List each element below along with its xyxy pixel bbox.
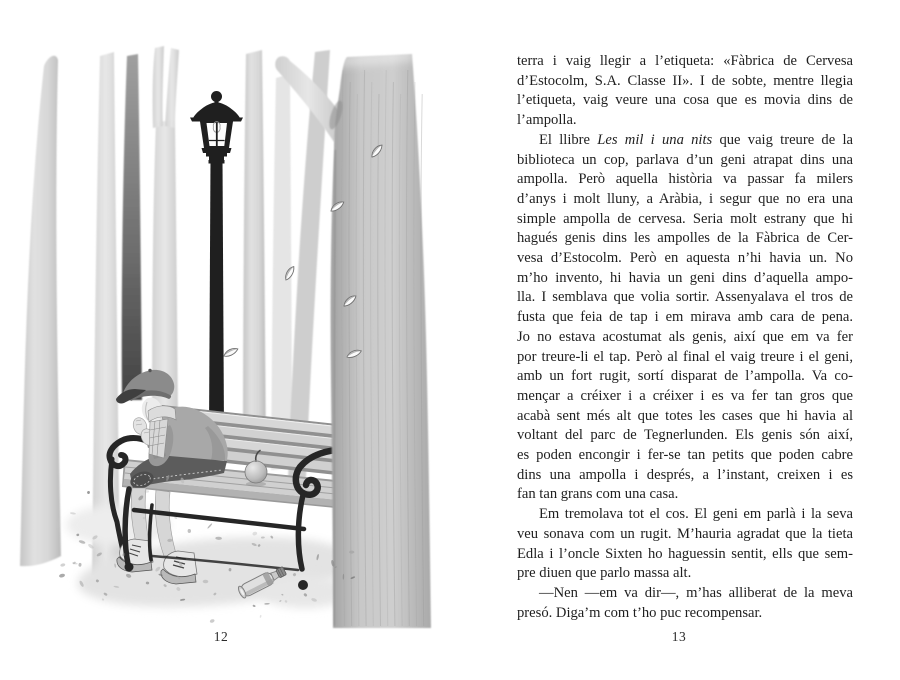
text-line: hagués genis dins les ampolles de la Fàbrica de Cer- [517, 230, 853, 247]
text-line: biblioteca un cop, parlava d’un geni atrapat dins una [517, 151, 853, 168]
text-line: fusta que feia de tap i em mirava amb cara de pena. [517, 309, 853, 326]
text-line: d’Estocolm, S.A. Classe II». I de sobte, mentre llegia [517, 72, 853, 89]
text-line: es poden encongir i fer-se tan petits que poden cabre [517, 447, 853, 464]
text-line: ampolla. Però aquella història va passar fa milers [517, 171, 853, 188]
tree-trunk [20, 56, 61, 566]
text-line: l’etiqueta, vaig veure una cosa que es movia dins de [517, 92, 853, 109]
text-line: presó. Diga’m com t’ho puc recompensar. [517, 604, 763, 621]
tree-branch [153, 46, 164, 128]
lamp-finial [211, 91, 222, 102]
text-line: l’ampolla. [517, 112, 577, 129]
text-line: mençar a créixer i a créixer i es va fer tan gros que [517, 387, 853, 404]
tree-trunk [92, 52, 120, 576]
text-line: Edla i l’oncle Sixten ho haguessin sentit, ells que sem- [517, 545, 853, 562]
text-line: amb un fort rugit, sortí disparat de l’ampolla. Va co- [517, 368, 853, 385]
lamp-pole [209, 160, 224, 432]
page-text [517, 52, 853, 623]
text-line: simple ampolla de cervesa. Seria molt estrany que hi [517, 210, 853, 227]
right-page [450, 0, 900, 680]
text-line: d’anys i molt lluny, a Aràbia, i segur que no era una [517, 190, 853, 207]
tree-branch [165, 48, 179, 128]
page-number-left: 12 [213, 629, 229, 644]
text-line: lla. I semblava que volia sortir. Assenyalava el tros de [517, 289, 853, 306]
text-line: pre diuen que parlo massa alt. [517, 565, 692, 582]
bench-foot [298, 580, 308, 590]
text-line: dins una ampolla i després, a l’instant, creixen i es [517, 466, 853, 483]
text-line: Em tremolava tot el cos. El geni em parlà i la seva [539, 506, 853, 523]
text-line: veu sonava com un rugit. M’hauria agradat que la tieta [517, 525, 853, 542]
text-line: por treure-li el tap. Però al final el vaig treure i el geni, [517, 348, 853, 365]
bench-foot [125, 563, 134, 572]
falling-leaf [223, 348, 239, 357]
text-line: fan tan grans com una casa. [517, 486, 679, 503]
lamp-roof [193, 102, 241, 119]
text-line: terra i vaig llegir a l’etiqueta: «Fàbrica de Cervesa [517, 53, 853, 69]
street-lamp [190, 91, 243, 432]
page-number-right: 13 [671, 629, 687, 644]
text-line: El llibre Les mil i una nits que vaig treure de la [539, 131, 853, 148]
text-line: —Nen —em va dir—, m’has alliberat de la meva [539, 584, 853, 601]
tree-trunk [243, 50, 266, 460]
text-line: voltant del parc de Tegnerlunden. Els genis són així, [517, 427, 853, 444]
text-line: Jo no estava acostumat als genis, així que em va fer [517, 328, 853, 345]
text-line: vesa d’Estocolm. Però en aquesta n’hi havia un. No [517, 250, 853, 267]
tree-trunk [122, 54, 142, 400]
boy-leg [155, 490, 176, 556]
text-line: m’ho invento, hi havia un geni dins d’aquella ampo- [517, 269, 853, 286]
text-line: acabà sent més alt que totes les cases que hi havia al [517, 407, 853, 424]
